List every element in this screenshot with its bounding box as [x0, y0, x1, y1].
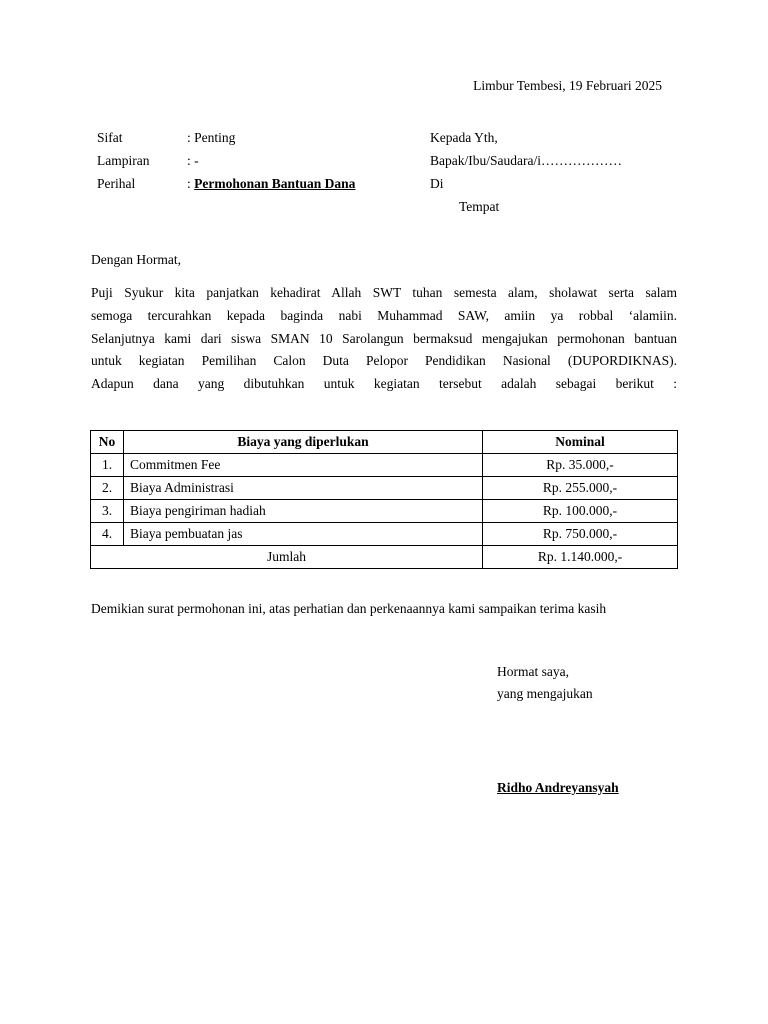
body-line: Selanjutnya kami dari siswa SMAN 10 Sarolangun bermaksud mengajukan permohonan bantuan: [91, 330, 677, 346]
table-row: [91, 454, 678, 477]
meta-label-sifat: Sifat: [97, 130, 123, 145]
cost-table: [90, 430, 678, 569]
greeting: Dengan Hormat,: [91, 252, 181, 267]
letter-date: Limbur Tembesi, 19 Februari 2025: [473, 78, 662, 93]
body-line: untuk kegiatan Pemilihan Calon Duta Pelopor Pendidikan Nasional (DUPORDIKNAS).: [91, 353, 677, 369]
meta-label-perihal: Perihal: [97, 176, 136, 191]
body-line: Puji Syukur kita panjatkan kehadirat Allah SWT tuhan semesta alam, sholawat serta salam: [91, 285, 677, 300]
meta-value-sifat: : Penting: [187, 130, 236, 145]
table-row: [91, 500, 678, 523]
header-no: No: [91, 431, 124, 454]
row-desc: Biaya pengiriman hadiah: [124, 500, 483, 523]
row-desc: Biaya Administrasi: [124, 477, 483, 500]
perihal-colon: :: [187, 176, 195, 191]
signatory-name: Ridho Andreyansyah: [497, 780, 619, 795]
body-line: semoga tercurahkan kepada baginda nabi Muhammad SAW, amiin ya robbal ‘alamiin.: [91, 307, 677, 323]
row-no: 4.: [91, 523, 124, 546]
header-nominal: Nominal: [483, 431, 678, 454]
meta-value-perihal: [187, 176, 355, 192]
header-desc: Biaya yang diperlukan: [124, 431, 483, 454]
row-nominal: Rp. 750.000,-: [483, 523, 678, 546]
row-nominal: Rp. 255.000,-: [483, 477, 678, 500]
total-label: Jumlah: [91, 546, 483, 569]
total-value: Rp. 1.140.000,-: [483, 546, 678, 569]
signoff-line-2: yang mengajukan: [497, 686, 593, 701]
row-no: 2.: [91, 477, 124, 500]
row-nominal: Rp. 100.000,-: [483, 500, 678, 523]
row-desc: Biaya pembuatan jas: [124, 523, 483, 546]
row-desc: Commitmen Fee: [124, 454, 483, 477]
recipient-line-4: Tempat: [459, 199, 500, 214]
meta-value-lampiran: : -: [187, 153, 199, 168]
recipient-line-3: Di: [430, 176, 444, 191]
meta-label-lampiran: Lampiran: [97, 153, 150, 168]
body-paragraph: [91, 282, 677, 396]
recipient-line-2: Bapak/Ibu/Saudara/i………………: [430, 153, 622, 168]
table-total-row: [91, 546, 678, 569]
recipient-line-1: Kepada Yth,: [430, 130, 498, 145]
row-no: 1.: [91, 454, 124, 477]
table-row: [91, 477, 678, 500]
closing-text: Demikian surat permohonan ini, atas perhatian dan perkenaannya kami sampaikan terima kasih: [91, 601, 607, 616]
signoff-line-1: Hormat saya,: [497, 664, 569, 679]
row-nominal: Rp. 35.000,-: [483, 454, 678, 477]
row-no: 3.: [91, 500, 124, 523]
table-row: [91, 523, 678, 546]
body-line: Adapun dana yang dibutuhkan untuk kegiatan tersebut adalah sebagai berikut :: [91, 376, 677, 392]
table-header-row: [91, 431, 678, 454]
perihal-subject: Permohonan Bantuan Dana: [194, 176, 356, 191]
